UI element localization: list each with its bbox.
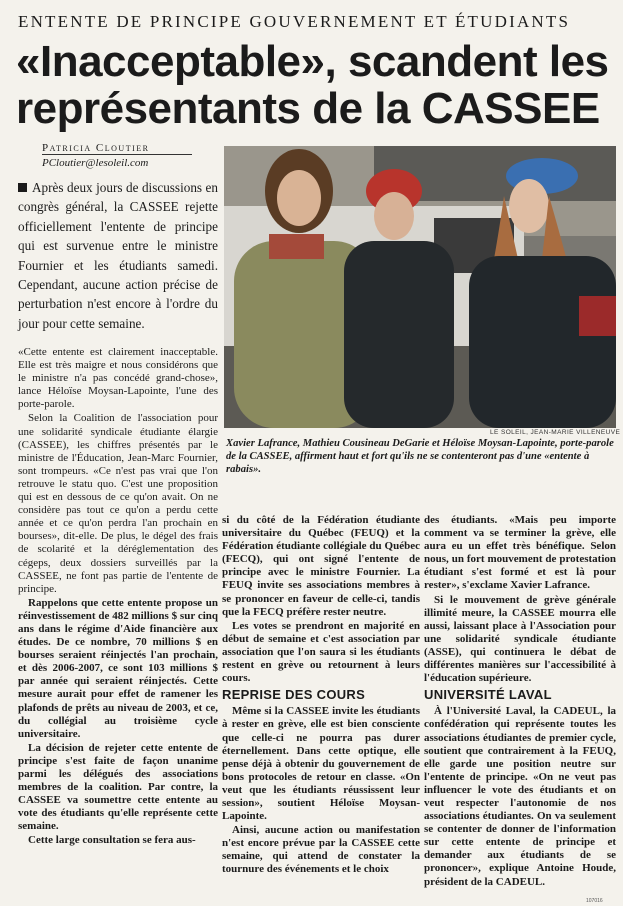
paragraph: À l'Université Laval, la CADEUL, la confédération qui représente toutes les associations étudiantes de premier cycle, soutient que contrairement à la FEUQ, elle garde une position neutre sur l'entente de principe. «On ne veut pas influencer le vote des étudiants et on veut respecter l'autonomie de nos associations étudiantes. On va seulement se contenter de donner de l'information sur cette entente de principe et demander aux étudiants de se prononcer», explique Antoine Houde, président de la CADEUL. <box>424 705 616 888</box>
subheading-laval: UNIVERSITÉ LAVAL <box>424 687 552 703</box>
byline-email[interactable]: PCloutier@lesoleil.com <box>42 157 149 169</box>
paragraph-marker-icon <box>18 183 27 192</box>
paragraph: «Cette entente est clairement inacceptable. Elle est très maigre et nous considérons que le ministre n'a pas concédé grand-chose», lance Héloïse Moysan-Lapointe, l'une des porte-parole. <box>18 346 218 411</box>
subheading-reprise: REPRISE DES COURS <box>222 687 366 703</box>
news-photo <box>224 146 616 428</box>
paragraph: Rappelons que cette entente propose un réinvestissement de 482 millions $ sur cinq ans dans le régime d'Aide financière aux études. De ce nombre, 70 millions $ en bourses seraient réinjectés l'an prochain, et dès 2006-2007, ce sont 103 millions $ par année qui seraient réinjectés. Cette mesure aurait pour effet de ramener les plafonds de prêts au niveau de 2003, et ce, du collégial au troisième cycle universitaire. <box>18 596 218 740</box>
headline: «Inacceptable», scandent les représentants de la CASSEE <box>16 37 609 133</box>
kicker: ENTENTE DE PRINCIPE GOUVERNEMENT ET ÉTUDIANTS <box>18 12 571 31</box>
paragraph: Cette large consultation se fera aus- <box>28 834 196 847</box>
column-3 <box>424 514 616 890</box>
paragraph: Même si la CASSEE invite les étudiants à rester en grève, elle est bien consciente que celle-ci ne pourra pas durer éternellement. Dans cette optique, elle pense déjà à obtenir du gouvernement de bons protocoles de retour en classe. «On veut que les étudiants réussissent leur session», soutient Héloïse Moysan-Lapointe. <box>222 705 420 823</box>
paragraph: La décision de rejeter cette entente de principe s'est faite de façon unanime parmi les délégués des associations membres de la coalition. Par contre, la CASSEE va soumettre cette entente au vote des étudiants qu'elle représente cette semaine. <box>18 741 218 833</box>
archive-stamp: 107016 <box>586 898 603 904</box>
paragraph: Si le mouvement de grève générale illimité meure, la CASSEE mourra elle aussi, laissant place à l'Association pour une solidarité syndicale étudiante (ASSE), qui continuera le débat de différentes manières sur l'accessibilité à l'éducation supérieure. <box>424 593 616 685</box>
byline-name: Patricia Cloutier <box>42 142 150 154</box>
lead-paragraph <box>18 178 218 333</box>
paragraph: des étudiants. «Mais peu importe comment va se terminer la grève, elle aura eu un effet très bénéfique. Selon nous, un fort mouvement de protestation étudiant s'est formé et est là pour rester», s'exclame Xavier Lafrance. <box>424 514 616 592</box>
paragraph: Les votes se prendront en majorité en début de semaine et c'est association par association que l'on saura si les étudiants restent en grève ou retournent à leurs cours. <box>222 619 420 685</box>
paragraph: Selon la Coalition de l'association pour une solidarité syndicale étudiante élargie (CASSEE), les chiffres présentés par le ministre de l'Éducation, Jean-Marc Fournier, sont trompeurs. «Ce n'est pas vrai que l'on retrouve le statu quo. C'est une proposition qui est en dessous de ce qu'on avait. On ne considère pas tout ce qu'on a perdu cette année et ce qu'on perdra l'an prochain en bourses», dit-elle. De plus, le dégel des frais de scolarité et la déréglementation des cégeps, deux dossiers surveillés par la CASSEE, ne font pas partie de l'entente de principe. <box>18 412 218 595</box>
paragraph: si du côté de la Fédération étudiante universitaire du Québec (FEUQ) et la Fédération étudiante collégiale du Québec (FECQ), qui ont signé l'entente de principe avec le ministre Fournier. La FEUQ invite ses associations membres à se prononcer en faveur de celle-ci, tandis que la FECQ préfère rester neutre. <box>222 514 420 618</box>
photo-caption: Xavier Lafrance, Mathieu Cousineau DeGarie et Héloïse Moysan-Lapointe, porte-parole de la CASSEE, affirment haut et fort qu'ils ne se contenteront pas d'une «entente à rabais». <box>226 438 614 475</box>
column-2 <box>222 514 420 878</box>
photo-credit: LE SOLEIL, JEAN-MARIE VILLENEUVE <box>490 429 621 436</box>
paragraph: Ainsi, aucune action ou manifestation n'est encore prévue par la CASSEE cette semaine, qui attend de constater la tournure des événements et le choix <box>222 824 420 876</box>
photo-illustration <box>224 146 616 428</box>
lead-text: Après deux jours de discussions en congrès général, la CASSEE rejette officiellement l'entente de principe qui est survenue entre le ministre Fournier et les étudiants samedi. Cependant, aucune action précise de perturbation n'est encore à l'ordre du jour pour cette semaine. <box>18 180 218 331</box>
byline-rule <box>42 154 192 155</box>
column-1 <box>18 346 218 849</box>
